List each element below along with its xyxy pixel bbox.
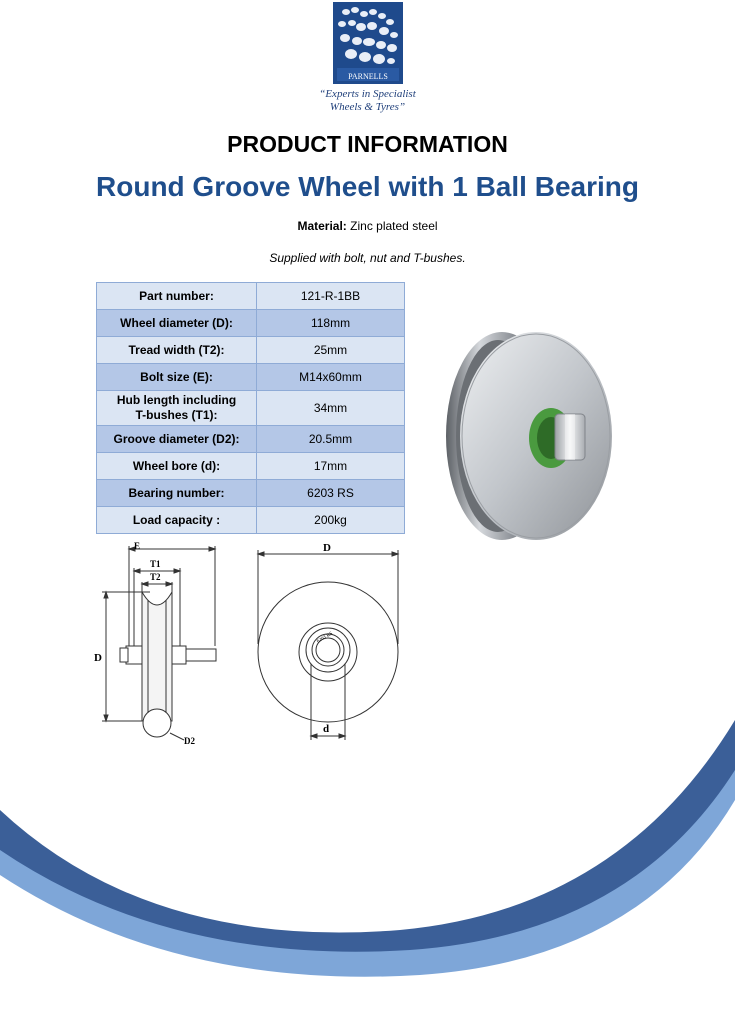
- dim-label-D2: D2: [184, 736, 195, 746]
- spec-label: Bearing number:: [97, 480, 257, 507]
- spec-label: Tread width (T2):: [97, 337, 257, 364]
- page-heading: PRODUCT INFORMATION: [227, 131, 508, 157]
- table-row: [97, 283, 405, 310]
- spec-value: 200kg: [257, 507, 405, 534]
- table-row: [97, 480, 405, 507]
- material-label: Material:: [297, 219, 347, 233]
- product-title: Round Groove Wheel with 1 Ball Bearing: [96, 171, 639, 202]
- spec-value: M14x60mm: [257, 364, 405, 391]
- dim-label-T2: T2: [150, 572, 161, 582]
- spec-value: 118mm: [257, 310, 405, 337]
- logo-brand-name: PARNELLS: [348, 72, 388, 81]
- dim-label-E: E: [134, 541, 141, 551]
- spec-value: 20.5mm: [257, 426, 405, 453]
- table-row: [97, 391, 405, 426]
- material-value: Zinc plated steel: [350, 219, 438, 233]
- front-dim-label-D: D: [323, 542, 331, 554]
- spec-label: Load capacity :: [97, 507, 257, 534]
- table-row: [97, 507, 405, 534]
- spec-label-line-1: Hub length including: [116, 393, 237, 407]
- spec-value: 25mm: [257, 337, 405, 364]
- bearing-stamp: 6203 RS: [316, 631, 334, 645]
- material-line: [0, 219, 735, 233]
- table-row: [97, 310, 405, 337]
- spec-label: Part number:: [97, 283, 257, 310]
- spec-label: Wheel bore (d):: [97, 453, 257, 480]
- spec-label-line-2: T-bushes (T1):: [135, 408, 218, 422]
- spec-value: 34mm: [257, 391, 405, 426]
- spec-label: Bolt size (E):: [97, 364, 257, 391]
- table-row: [97, 426, 405, 453]
- tagline-line-1: “Experts in Specialist: [319, 88, 416, 100]
- spec-value: 121-R-1BB: [257, 283, 405, 310]
- wheel-product-photo: [440, 318, 620, 558]
- table-row: [97, 453, 405, 480]
- spec-label: Groove diameter (D2):: [97, 426, 257, 453]
- spec-value: 6203 RS: [257, 480, 405, 507]
- spec-table: [96, 282, 405, 534]
- dim-label-T1: T1: [150, 559, 161, 569]
- decorative-wave-footer: [0, 700, 735, 1024]
- dim-label-D: D: [94, 652, 102, 664]
- company-logo: [333, 2, 403, 84]
- spec-label: Wheel diameter (D):: [97, 310, 257, 337]
- front-dim-label-d: d: [323, 723, 330, 735]
- logo-tagline: [300, 88, 435, 114]
- spec-label: [97, 391, 257, 426]
- table-row: [97, 364, 405, 391]
- supplied-note: Supplied with bolt, nut and T-bushes.: [269, 251, 466, 265]
- table-row: [97, 337, 405, 364]
- spec-value: 17mm: [257, 453, 405, 480]
- tagline-line-2: Wheels & Tyres”: [329, 101, 406, 113]
